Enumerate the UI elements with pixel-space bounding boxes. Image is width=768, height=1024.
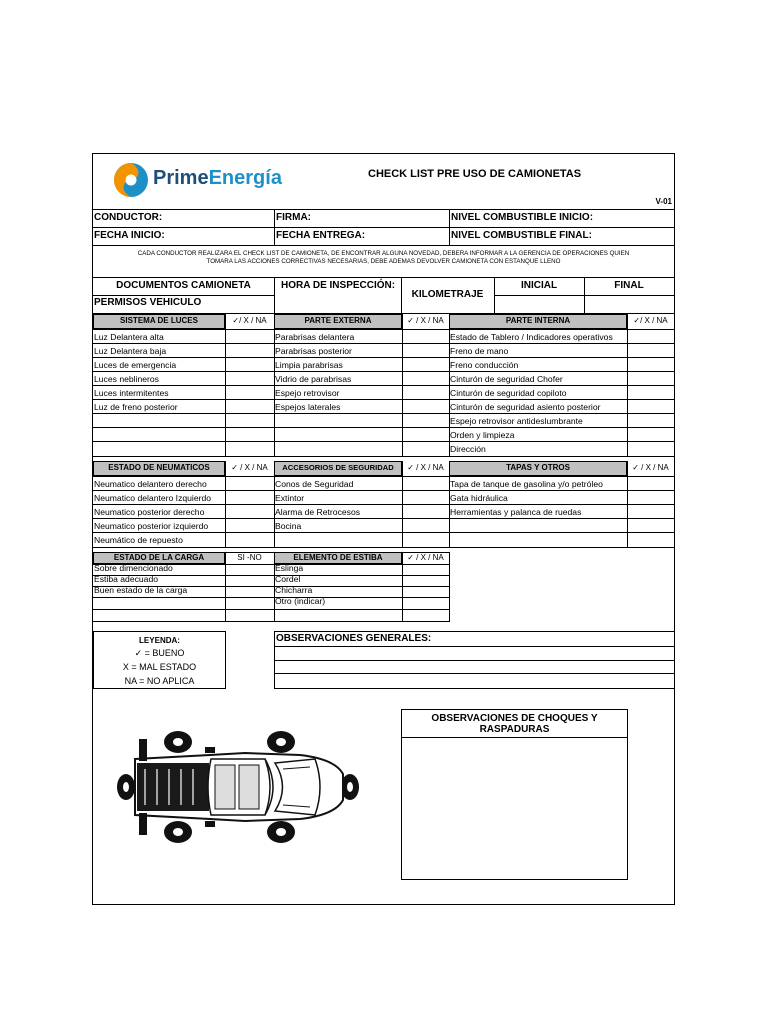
list-item: Buen estado de la carga xyxy=(94,585,188,595)
list-item: Estiba adecuado xyxy=(94,574,159,584)
list-item: Cordel xyxy=(275,574,301,584)
list-item: Dirección xyxy=(450,444,486,454)
list-item: Eslinga xyxy=(275,563,304,573)
fecha-inicio-label: FECHA INICIO: xyxy=(94,230,165,241)
primeenergia-logo-icon xyxy=(113,162,149,198)
leyenda-box xyxy=(93,631,226,689)
interna-check-header: ✓/ X / NA xyxy=(633,316,668,325)
list-item: Estado de Tablero / Indicadores operativos xyxy=(450,332,613,342)
list-item: Gata hidráulica xyxy=(450,493,508,503)
kilometraje-label: KILOMETRAJE xyxy=(411,289,484,300)
list-item: Chicharra xyxy=(275,585,313,595)
list-item: Vidrio de parabrisas xyxy=(275,374,352,384)
version-label: V-01 xyxy=(655,197,672,206)
notice-text xyxy=(93,250,674,266)
list-item: Alarma de Retrocesos xyxy=(275,507,361,517)
list-item: Bocina xyxy=(275,521,302,531)
list-item: Extintor xyxy=(275,493,305,503)
inicial-label: INICIAL xyxy=(520,280,558,291)
tapas-check-header: ✓ / X / NA xyxy=(632,463,669,472)
leyenda-mal: X = MAL ESTADO xyxy=(122,662,197,672)
brand-energia: Energía xyxy=(208,167,282,189)
list-item: Tapa de tanque de gasolina y/o petróleo xyxy=(450,479,603,489)
leyenda-na: NA = NO APLICA xyxy=(124,676,195,686)
choques-title-line-1: OBSERVACIONES DE CHOQUES Y xyxy=(431,713,598,724)
list-item: Luz de freno posterior xyxy=(94,402,178,412)
permisos-label: PERMISOS VEHICULO xyxy=(94,297,202,308)
list-item: Luz Delantera baja xyxy=(94,346,167,356)
interna-header: PARTE INTERNA xyxy=(505,316,571,325)
tapas-header: TAPAS Y OTROS xyxy=(506,463,570,472)
hora-label: HORA DE INSPECCIÓN: xyxy=(281,280,396,291)
externa-header: PARTE EXTERNA xyxy=(304,316,372,325)
vehicle-diagram-icon xyxy=(115,729,365,844)
accesorios-check-header: ✓ / X / NA xyxy=(407,463,444,472)
neumaticos-header: ESTADO DE NEUMATICOS xyxy=(108,463,210,472)
final-label: FINAL xyxy=(614,280,644,291)
list-item: Luz Delantera alta xyxy=(94,332,164,342)
list-item: Neumatico delantero derecho xyxy=(94,479,207,489)
nivel-inicio-label: NIVEL COMBUSTIBLE INICIO: xyxy=(451,212,594,223)
accesorios-header: ACCESORIOS DE SEGURIDAD xyxy=(282,463,394,472)
carga-header: ESTADO DE LA CARGA xyxy=(113,553,205,562)
leyenda-title: LEYENDA: xyxy=(139,636,180,645)
documentos-label: DOCUMENTOS CAMIONETA xyxy=(116,280,251,291)
notice-line-1: CADA CONDUCTOR REALIZARA EL CHECK LIST DE CAMIONETA, DE ENCONTRAR ALGUNA NOVEDAD, DEBERA INFORMAR A LA GERENCIA DE OPERACIONES QUIEN xyxy=(137,250,630,257)
firma-label: FIRMA: xyxy=(276,212,311,223)
observaciones-label: OBSERVACIONES GENERALES: xyxy=(276,633,432,644)
carga-sino-header: SI -NO xyxy=(237,553,262,562)
list-item: Herramientas y palanca de ruedas xyxy=(450,507,582,517)
list-item: Neumatico delantero Izquierdo xyxy=(94,493,212,503)
fecha-entrega-label: FECHA ENTREGA: xyxy=(276,230,366,241)
list-item: Conos de Seguridad xyxy=(275,479,354,489)
list-item: Neumatico posterior derecho xyxy=(94,507,205,517)
list-item: Cinturón de seguridad Chofer xyxy=(450,374,563,384)
conductor-label: CONDUCTOR: xyxy=(94,212,163,223)
list-item: Limpia parabrisas xyxy=(275,360,343,370)
list-item: Luces intermitentes xyxy=(94,388,169,398)
list-item: Otro (indicar) xyxy=(275,596,326,606)
estiba-check-header: ✓ / X / NA xyxy=(407,553,444,562)
choques-title-line-2: RASPADURAS xyxy=(479,724,550,735)
list-item: Neumatico posterior izquierdo xyxy=(94,521,209,531)
list-item: Cinturón de seguridad asiento posterior xyxy=(450,402,601,412)
externa-check-header: ✓ / X / NA xyxy=(407,316,444,325)
notice-line-2: TOMARA LAS ACCIONES CORRECTIVAS NECESARIAS, DEBE ADEMAS DEVOLVER CAMIONETA CON ESTANQUE LLENO xyxy=(206,258,561,265)
observaciones-box xyxy=(274,631,675,689)
luces-check-header: ✓/ X / NA xyxy=(232,316,267,325)
brand-prime: Prime xyxy=(153,167,209,189)
checklist-sheet xyxy=(92,153,675,905)
list-item: Parabrisas delantera xyxy=(275,332,355,342)
choques-box xyxy=(401,709,628,880)
luces-header: SISTEMA DE LUCES xyxy=(120,316,198,325)
list-item: Freno de mano xyxy=(450,346,509,356)
list-item: Luces de emergencia xyxy=(94,360,177,370)
list-item: Sobre dimencionado xyxy=(94,563,173,573)
leyenda-bueno: ✓ = BUENO xyxy=(134,648,185,658)
page-title: CHECK LIST PRE USO DE CAMIONETAS xyxy=(368,168,582,180)
list-item: Espejo retrovisor antideslumbrante xyxy=(450,416,583,426)
list-item: Espejos laterales xyxy=(275,402,341,412)
neumaticos-check-header: ✓ / X / NA xyxy=(231,463,268,472)
list-item: Parabrisas posterior xyxy=(275,346,352,356)
list-item: Cinturón de seguridad copiloto xyxy=(450,388,567,398)
list-item: Neumático de repuesto xyxy=(94,535,183,545)
nivel-final-label: NIVEL COMBUSTIBLE FINAL: xyxy=(451,230,592,241)
brand-name xyxy=(153,167,282,190)
list-item: Espejo retrovisor xyxy=(275,388,340,398)
list-item: Orden y limpieza xyxy=(450,430,515,440)
list-item: Freno conducción xyxy=(450,360,519,370)
estiba-header: ELEMENTO DE ESTIBA xyxy=(293,553,383,562)
list-item: Luces neblineros xyxy=(94,374,159,384)
